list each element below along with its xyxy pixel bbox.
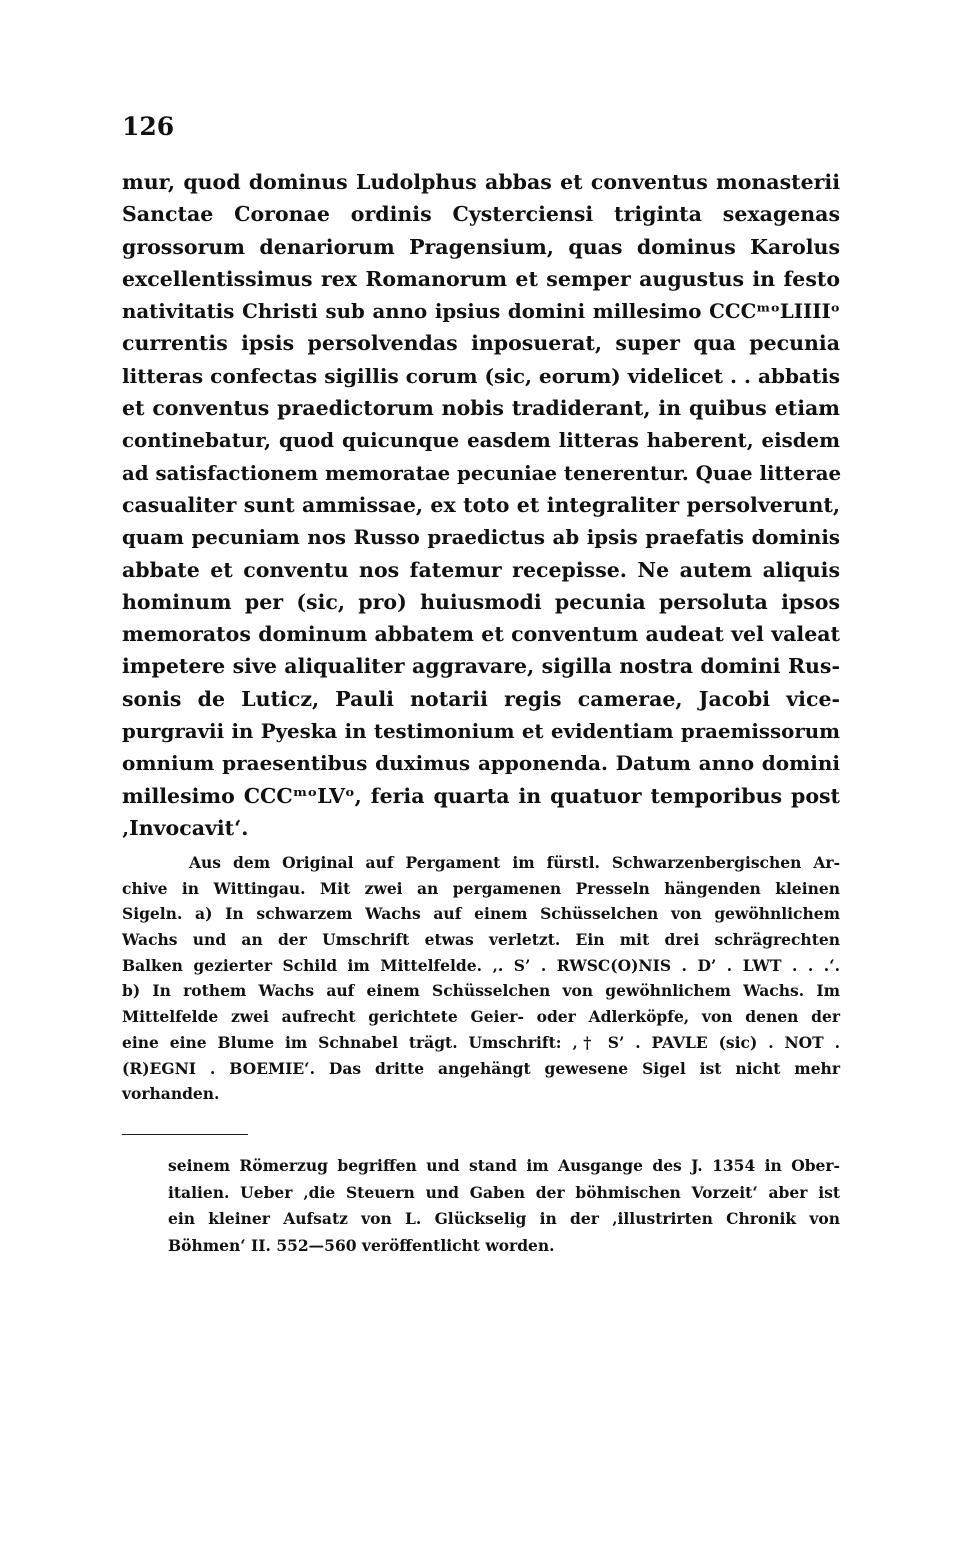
main-text-line: quam pecuniam nos Russo praedictus ab ipsis praefatis dominis (122, 525, 840, 550)
main-text-line: mur, quod dominus Ludolphus abbas et conventus monasterii (122, 170, 840, 194)
archival-note-line: eine eine Blume im Schnabel trägt. Umschrift: ‚† S’ . PAVLE (sic) . NOT . (122, 1032, 840, 1052)
archival-note-line: Aus dem Original auf Pergament im fürstl. Schwarzenbergischen Ar- (189, 853, 840, 872)
footnote-line: italien. Ueber ‚die Steuern und Gaben der böhmischen Vorzeit‘ aber ist (168, 1182, 840, 1202)
footnote-line: seinem Römerzug begriffen und stand im Ausgange des J. 1354 in Ober- (168, 1156, 840, 1175)
main-text-line: currentis ipsis persolvendas inposuerat, super qua pecunia (122, 331, 840, 356)
footnote (168, 1153, 840, 1259)
footnote-line: Böhmen‘ II. 552—560 veröffentlicht worden. (168, 1235, 555, 1255)
main-text-line: Sanctae Coronae ordinis Cysterciensi triginta sexagenas (122, 202, 840, 227)
archival-note-line: Sigeln. a) In schwarzem Wachs auf einem Schüsselchen von gewöhnlichem (122, 904, 840, 924)
page-number: 126 (122, 112, 175, 141)
main-text-line: ‚Invocavit‘. (122, 815, 249, 840)
archival-note-line: b) In rothem Wachs auf einem Schüsselchen von gewöhnlichem Wachs. Im (122, 981, 840, 1001)
main-text-line: purgravii in Pyeska in testimonium et evidentiam praemissorum (122, 719, 840, 744)
main-text-line: hominum per (sic, pro) huiusmodi pecunia persoluta ipsos (122, 589, 840, 614)
archival-note-line: chive in Wittingau. Mit zwei an pergamenen Presseln hängenden kleinen (122, 878, 840, 898)
main-text-line: casualiter sunt ammissae, ex toto et integraliter persolverunt, (122, 492, 840, 517)
footnote-line: ein kleiner Aufsatz von L. Glückselig in der ‚illustrirten Chronik von (168, 1209, 840, 1228)
archival-note-line: (R)EGNI . BOEMIE‘. Das dritte angehängt gewesene Sigel ist nicht mehr (122, 1058, 840, 1078)
main-text-line: omnium praesentibus duximus apponenda. Datum anno domini (122, 751, 840, 776)
main-text-line: abbate et conventu nos fatemur recepisse. Ne autem aliquis (122, 557, 840, 582)
main-text-block (122, 166, 840, 844)
main-text-line: litteras confectas sigillis corum (sic, eorum) videlicet . . abbatis (122, 363, 840, 388)
main-text-line: ad satisfactionem memoratae pecuniae tenerentur. Quae litterae (122, 460, 842, 485)
main-text-line: nativitatis Christi sub anno ipsius domini millesimo CCCᵐᵒLIIIIᵒ (122, 299, 840, 324)
archival-note-line: Balken gezierter Schild im Mittelfelde. ‚. S’ . RWSC(O)NIS . D’ . LWT . . .‘. (122, 955, 840, 975)
main-text-line: grossorum denariorum Pragensium, quas dominus Karolus (122, 234, 840, 259)
footnote-separator (122, 1134, 248, 1135)
main-text-line: memoratos dominum abbatem et conventum audeat vel valeat (122, 622, 840, 647)
archival-note-line: Mittelfelde zwei aufrecht gerichtete Geier- oder Adlerköpfe, von denen der (122, 1007, 840, 1027)
archival-note (122, 850, 840, 1107)
main-text-line: excellentissimus rex Romanorum et semper augustus in festo (122, 266, 840, 291)
main-text-line: continebatur, quod quicunque easdem litteras haberent, eisdem (122, 428, 840, 453)
main-text-line: et conventus praedictorum nobis tradiderant, in quibus etiam (122, 396, 840, 421)
archival-note-line: vorhanden. (122, 1084, 220, 1104)
archival-note-line: Wachs und an der Umschrift etwas verletzt. Ein mit drei schrägrechten (122, 930, 840, 950)
main-text-line: sonis de Luticz, Pauli notarii regis camerae, Jacobi vice- (122, 686, 840, 711)
main-text-line: impetere sive aliqualiter aggravare, sigilla nostra domini Rus- (122, 654, 840, 679)
main-text-line: millesimo CCCᵐᵒLVᵒ, feria quarta in quatuor temporibus post (122, 783, 840, 808)
